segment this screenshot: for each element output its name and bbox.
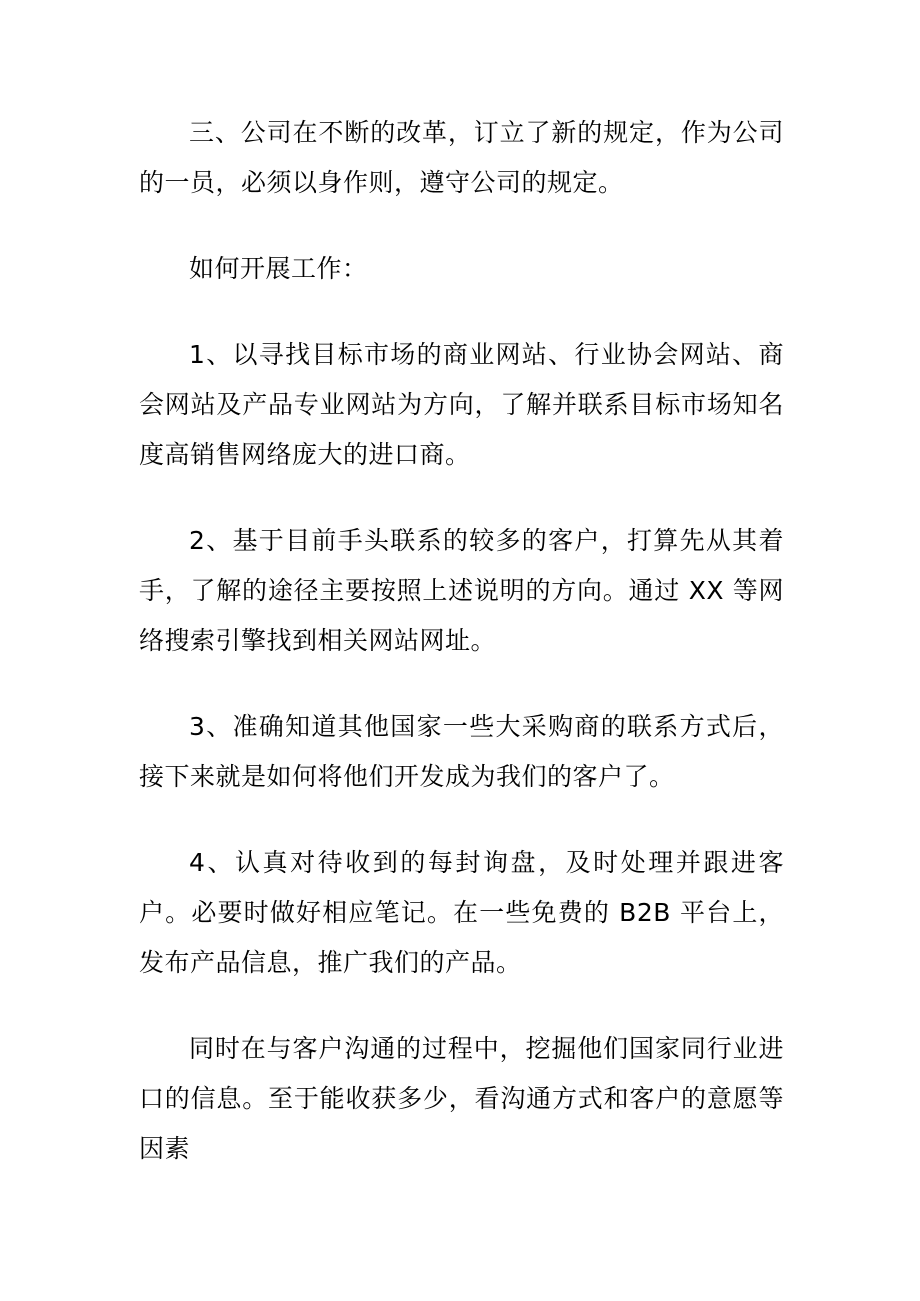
paragraph-item-3: 3、准确知道其他国家一些大采购商的联系方式后，接下来就是如何将他们开发成为我们的客户了。	[139, 712, 784, 791]
paragraph-item-2: 2、基于目前手头联系的较多的客户，打算先从其着手，了解的途径主要按照上述说明的方向。通过 XX 等网络搜索引擎找到相关网站网址。	[139, 526, 784, 655]
paragraph-company-rules: 三、公司在不断的改革，订立了新的规定，作为公司的一员，必须以身作则，遵守公司的规定。	[139, 118, 784, 197]
paragraph-item-1: 1、以寻找目标市场的商业网站、行业协会网站、商会网站及产品专业网站为方向，了解并联系目标市场知名度高销售网络庞大的进口商。	[139, 340, 784, 469]
document-body	[139, 108, 784, 1174]
paragraph-item-4: 4、认真对待收到的每封询盘，及时处理并跟进客户。必要时做好相应笔记。在一些免费的 B2B 平台上，发布产品信息，推广我们的产品。	[139, 848, 784, 977]
paragraph-how-to-work-heading: 如何开展工作：	[189, 254, 368, 283]
paragraph-communication: 同时在与客户沟通的过程中，挖掘他们国家同行业进口的信息。至于能收获多少，看沟通方式和客户的意愿等因素	[139, 1034, 784, 1163]
